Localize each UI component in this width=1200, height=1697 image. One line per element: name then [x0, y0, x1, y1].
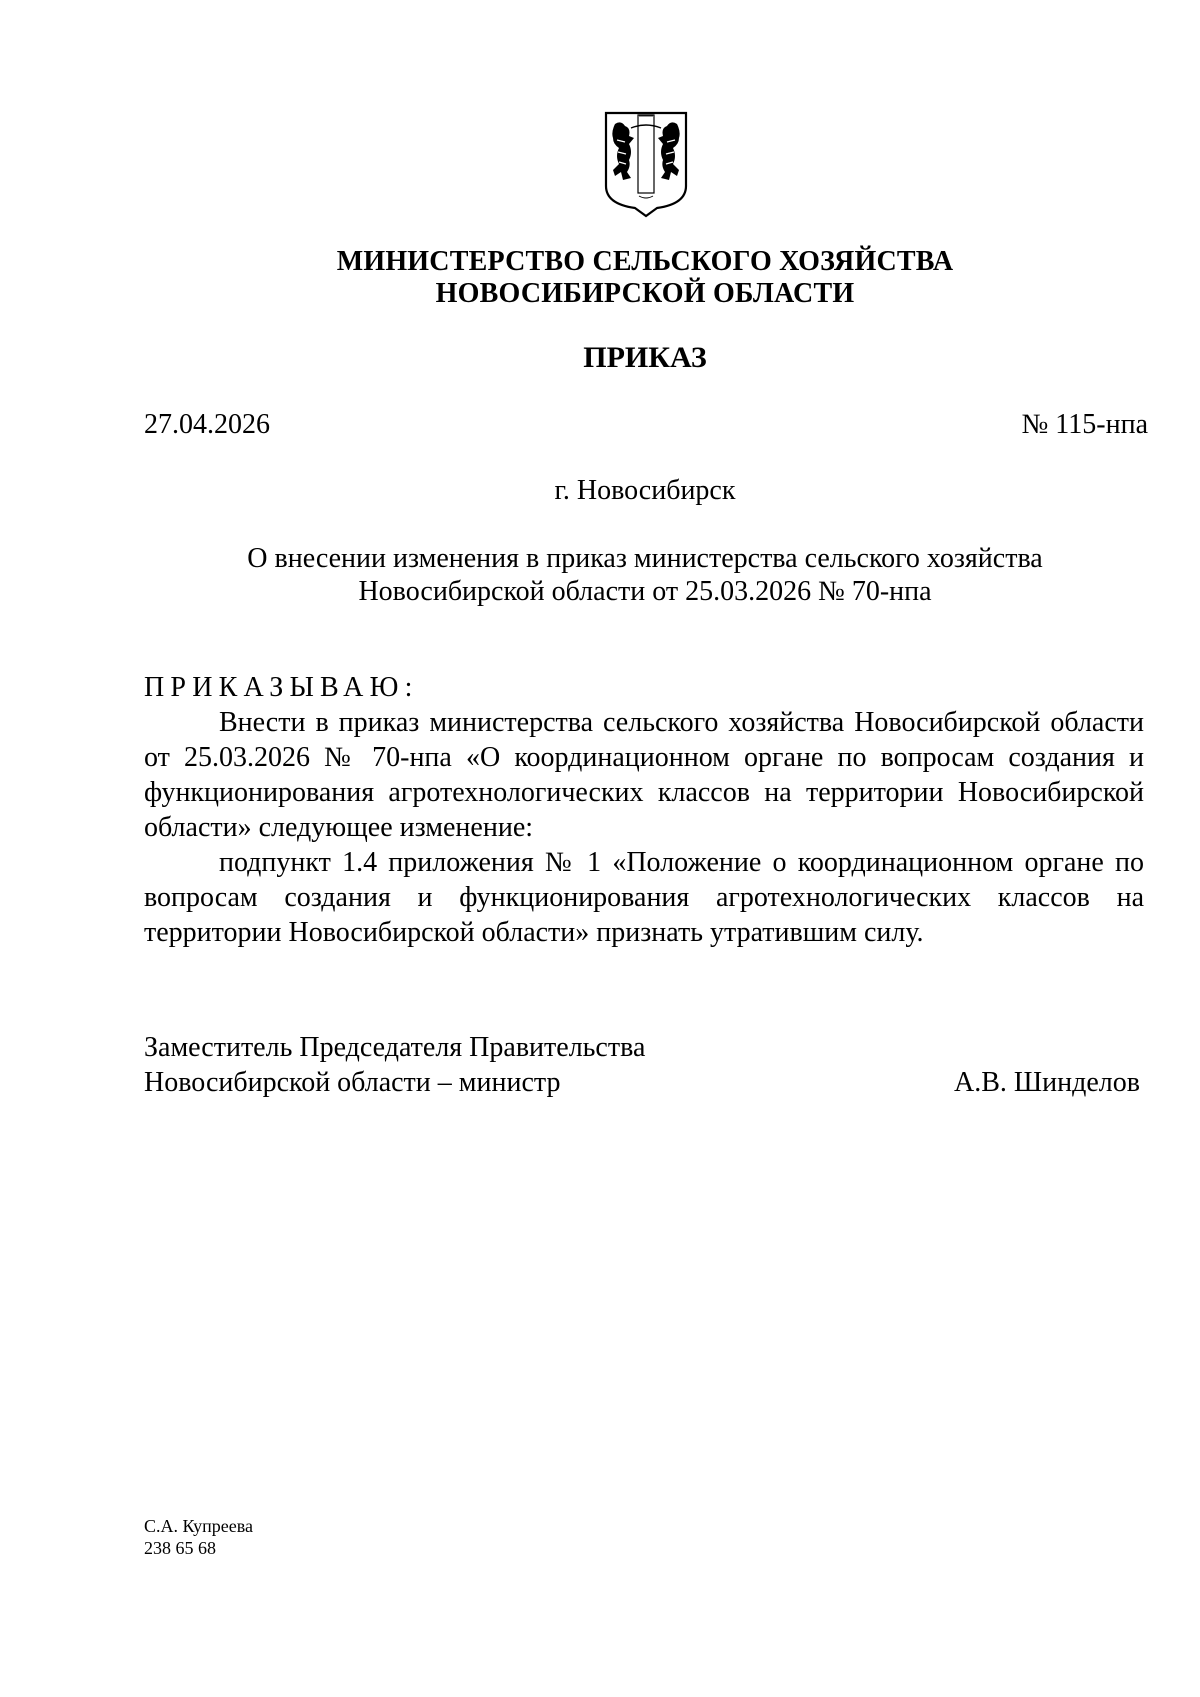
document-type-title: ПРИКАЗ	[583, 341, 707, 374]
body-paragraph-1: Внести в приказ министерства сельского хозяйства Новосибирской области от 25.03.2026 № 70-нпа «О координационном органе по вопросам создания и функционирования агротехнологических классов на территории Новосибирской области» следующее изменение:	[144, 707, 1144, 843]
signatory-position-line2: Новосибирской области – министр	[144, 1067, 561, 1098]
signatory-position	[144, 1030, 645, 1100]
executor-name: С.А. Купреева	[144, 1516, 254, 1536]
coat-of-arms-icon	[601, 108, 691, 220]
signatory-name: А.В. Шинделов	[954, 1067, 1140, 1098]
body-paragraph-2: подпункт 1.4 приложения № 1 «Положение о координационном органе по вопросам создания и функционирования агротехнологических классов на территории Новосибирской области» признать утратившим силу.	[144, 847, 1144, 948]
document-subject	[130, 542, 1160, 608]
document-body	[144, 705, 1144, 950]
document-date: 27.04.2026	[144, 409, 270, 440]
subject-line1: О внесении изменения в приказ министерства сельского хозяйства	[247, 543, 1043, 574]
subject-line2: Новосибирской области от 25.03.2026 № 70-нпа	[358, 576, 932, 607]
executor-phone: 238 65 68	[144, 1538, 216, 1558]
document-number: № 115-нпа	[1021, 409, 1148, 440]
executor-info	[144, 1515, 253, 1559]
document-city: г. Новосибирск	[554, 475, 736, 506]
ministry-name-line2: НОВОСИБИРСКОЙ ОБЛАСТИ	[435, 278, 855, 309]
signatory-position-line1: Заместитель Председателя Правительства	[144, 1032, 646, 1063]
ministry-name-line1: МИНИСТЕРСТВО СЕЛЬСКОГО ХОЗЯЙСТВА	[336, 246, 954, 277]
order-directive-word: ПРИКАЗЫВАЮ:	[144, 672, 419, 703]
